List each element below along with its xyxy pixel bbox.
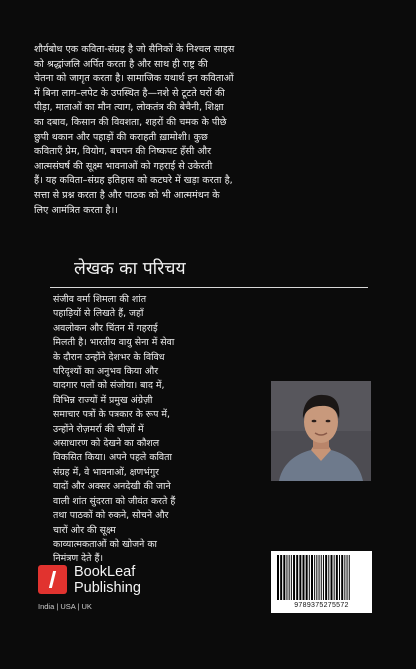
barcode-bar (299, 555, 301, 600)
blurb-line: सत्ता से प्रश्न करता है और पाठक को भी आत्ममंथन के (34, 189, 220, 201)
barcode-bar (319, 555, 320, 600)
bio-line: असाधारण को देखने का कौशल (53, 438, 160, 450)
bio-line: यादों और अक्सर अनदेखी की जाने (53, 481, 171, 493)
bio-line: चारों ओर की सूक्ष्म (53, 524, 116, 536)
blurb-line: चेतना को जागृत करता है। सामाजिक यथार्थ इन कविताओं (34, 73, 234, 85)
barcode-bar (306, 555, 308, 600)
barcode-bar (289, 555, 290, 600)
bio-line: उन्होंने रोज़मर्रा की चीज़ों में (53, 423, 144, 435)
bio-line: संजीव वर्मा शिमला की शांत (53, 294, 147, 305)
barcode-bar (293, 555, 295, 600)
barcode-bar (349, 555, 350, 600)
publisher-name-line1: BookLeaf (74, 564, 136, 580)
barcode-bar (325, 555, 327, 600)
bio-line: परिदृश्यों का अनुभव किया और (53, 366, 159, 378)
barcode-bar (321, 555, 322, 600)
publisher-logo (38, 565, 168, 613)
author-photo (271, 381, 371, 481)
publisher-name-line2: Publishing (74, 580, 141, 596)
barcode-bar (339, 555, 340, 600)
bio-line: यादगार पलों को संजोया। बाद में, (53, 380, 165, 392)
barcode-bar (334, 555, 335, 600)
blurb-line: आत्मसंघर्ष की सूक्ष्म भावनाओं को गहराई से उकेरती (34, 160, 213, 172)
barcode-bar (328, 555, 329, 600)
bio-line: विभिन्न राज्यों में प्रमुख अंग्रेज़ी (53, 394, 153, 406)
bio-line: काव्यात्मकताओं को खोजने का (53, 538, 157, 550)
barcode-bar (311, 555, 313, 600)
bio-line: मिलती है। भारतीय वायु सेना में सेवा (53, 337, 175, 349)
bio-line: निमंत्रण देते हैं। (53, 553, 104, 565)
barcode-bar (331, 555, 333, 600)
blurb-line: कविताएँ प्रेम, वियोग, बचपन की निष्कपट हँसी और (34, 146, 212, 158)
cover-blurb (34, 43, 386, 218)
bio-line: तथा पाठकों को रुकने, सोचने और (53, 510, 169, 522)
blurb-line: हैं। यह कविता–संग्रह इतिहास को कटघरे में खड़ा करता है, (34, 175, 233, 187)
blurb-line: छुपी थकान और पहाड़ों की कराहती ख़ामोशी। कुछ (34, 131, 208, 143)
blurb-line: को श्रद्धांजलि अर्पित करता है और साथ ही राष्ट्र की (34, 58, 208, 70)
barcode-bar (341, 555, 343, 600)
author-bio (53, 293, 265, 567)
barcode-bar (316, 555, 317, 600)
bio-line: संग्रह में, वे भावनाओं, क्षणभंगुर (53, 466, 159, 478)
barcode-bar (336, 555, 338, 600)
blurb-line: शौर्यबोध एक कविता-संग्रह है जो सैनिकों के निश्चल साहस (34, 44, 235, 55)
blurb-line: पीड़ा, माताओं का मौन त्याग, लोकतंत्र की बेचैनी, शिक्षा (34, 102, 224, 114)
bio-line: के दौरान उन्होंने देशभर के विविध (53, 351, 165, 363)
barcode-bar (291, 555, 292, 600)
bookleaf-logo-icon (38, 565, 67, 594)
blurb-line: का दबाव, किसान की विवशता, शहरों की चमक के पीछे (34, 116, 227, 128)
bio-line: समाचार पत्रों के पत्रकार के रूप में, (53, 409, 170, 421)
about-author-heading: लेखक का परिचय (74, 259, 186, 279)
bio-line: पहाड़ियों से लिखते हैं, जहाँ (53, 308, 144, 320)
isbn-barcode (271, 551, 372, 613)
barcode-bar (323, 555, 324, 600)
barcode-bar (309, 555, 310, 600)
barcode-bar (344, 555, 345, 600)
barcode-bar (303, 555, 305, 600)
bio-line: अवलोकन और चिंतन में गहराई (53, 322, 158, 334)
barcode-bar (296, 555, 298, 600)
barcode-bar (286, 555, 287, 600)
barcode-bar (277, 555, 279, 600)
barcode-bars (277, 555, 366, 600)
barcode-bar (283, 555, 285, 600)
barcode-bar (347, 555, 348, 600)
blurb-line: में बिना लाग–लपेट के उपस्थित है—नशे से टूटते घरों की (34, 87, 225, 99)
isbn-number: 9789375275572 (294, 602, 349, 609)
publisher-regions: India | USA | UK (38, 602, 92, 611)
bio-line: विकसित किया। अपने पहले कविता (53, 452, 172, 464)
blurb-line: लिए आमंत्रित करता है।। (34, 204, 118, 216)
bio-line: वाली शांत सुंदरता को जीवंत करते हैं (53, 495, 176, 507)
barcode-bar (314, 555, 315, 600)
section-divider (50, 287, 368, 288)
barcode-bar (280, 555, 282, 600)
